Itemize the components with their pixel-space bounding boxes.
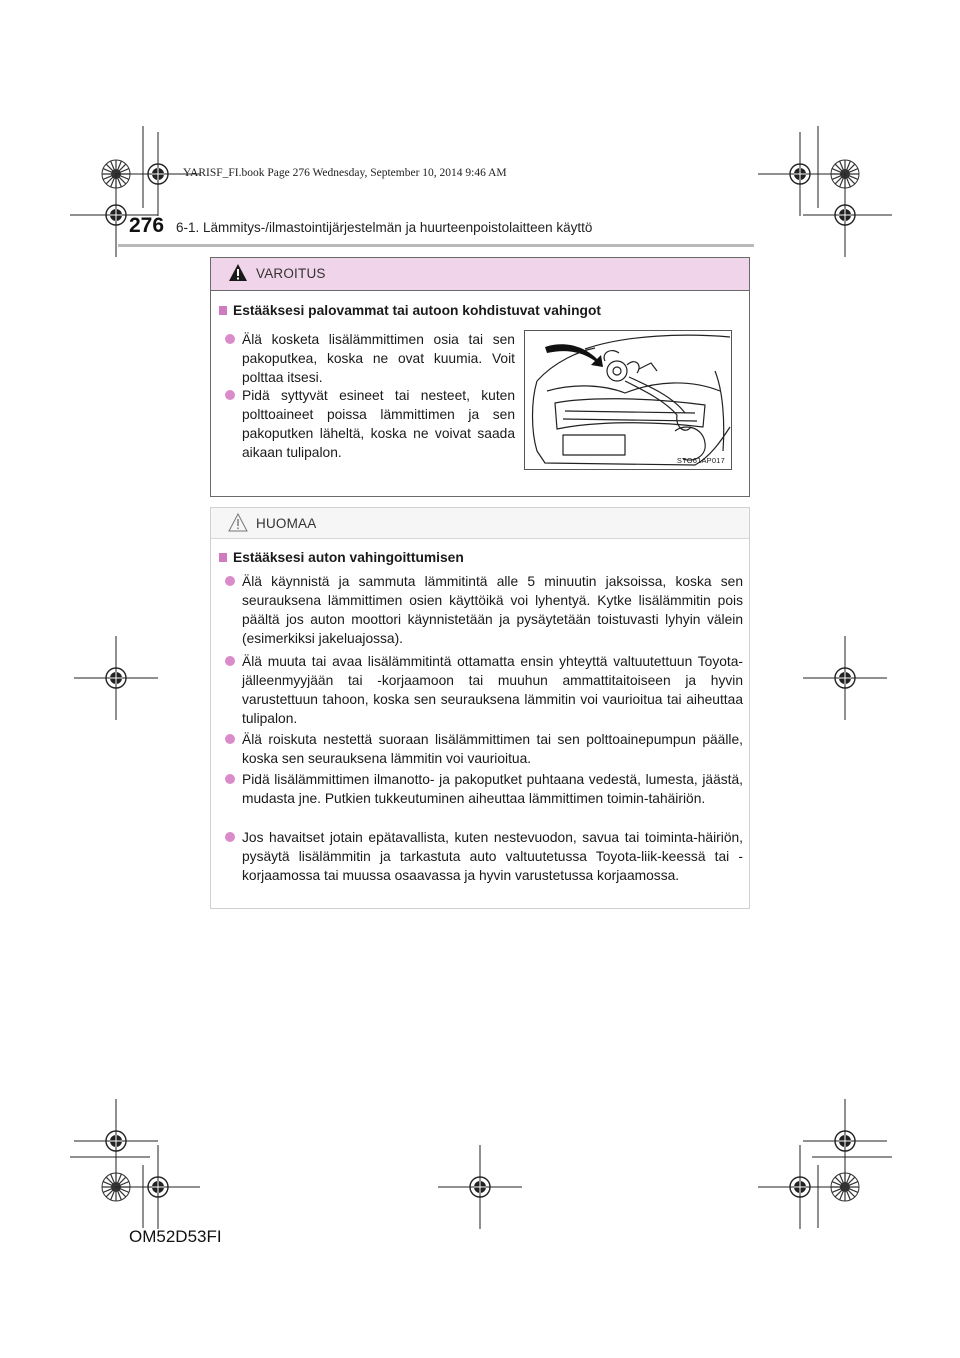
header-rule <box>118 244 754 247</box>
list-item: Älä muuta tai avaa lisälämmitintä ottamatta ensin yhteyttä valtuutettuun Toyota-jälleenmyyjään tai -korjaamoon tai muuhun ammattitaitoiseen ja hyvin varustettuun tahoon, koska sen seurauksena lämmitin voi vaurioitua tai aiheuttaa tulipalon. <box>225 652 743 728</box>
list-item: Älä kosketa lisälämmittimen osia tai sen pakoputkea, koska ne ovat kuumia. Voit polttaa itsesi. <box>225 330 515 387</box>
bullet-icon <box>225 774 235 784</box>
heater-illustration <box>524 330 732 470</box>
list-item: Älä käynnistä ja sammuta lämmitintä alle 5 minuutin jaksoissa, koska sen seurauksena lämmittimen osien käyttöikä voi lyhentyä. Kytke lisälämmitin pois päältä jos auton moottori käynnistetään ja pysäytetään toistuvasti lyhyin välein (esimerkiksi jakeluajossa). <box>225 572 743 648</box>
warning-box <box>210 257 750 497</box>
figure-code: STO61AP017 <box>676 456 725 465</box>
square-bullet-icon <box>219 306 227 315</box>
section-title: 6-1. Lämmitys-/ilmastointijärjestelmän ja huurteenpoistolaitteen käyttö <box>176 220 593 235</box>
caution-header <box>211 508 749 539</box>
bullet-icon <box>225 734 235 744</box>
list-item: Älä roiskuta nestettä suoraan lisälämmittimen tai sen polttoainepumpun päälle, koska sen seurauksena lämmitin voi vaurioitua. <box>225 730 743 768</box>
caution-label: HUOMAA <box>256 516 317 531</box>
page-number: 276 <box>129 214 165 237</box>
warning-header <box>211 258 749 291</box>
bullet-icon <box>225 390 235 400</box>
bullet-icon <box>225 334 235 344</box>
caution-box <box>210 507 750 909</box>
car-front-heater-image <box>525 331 731 469</box>
warning-triangle-icon <box>228 263 248 282</box>
warning-subheading: Estääksesi palovammat tai autoon kohdistuvat vahingot <box>219 303 601 318</box>
caution-triangle-icon <box>228 513 248 532</box>
footer-manual-code: OM52D53FI <box>129 1227 222 1246</box>
warning-label: VAROITUS <box>256 266 326 281</box>
square-bullet-icon <box>219 553 227 562</box>
caution-subheading: Estääksesi auton vahingoittumisen <box>219 550 464 565</box>
book-info: YARISF_FI.book Page 276 Wednesday, September 10, 2014 9:46 AM <box>183 167 507 179</box>
bullet-icon <box>225 576 235 586</box>
list-item: Pidä lisälämmittimen ilmanotto- ja pakoputket puhtaana vedestä, lumesta, jäästä, mudasta jne. Putkien tukkeutuminen aiheuttaa lämmittimen toimin-tahäiriön. <box>225 770 743 808</box>
bullet-icon <box>225 832 235 842</box>
bullet-icon <box>225 656 235 666</box>
list-item: Jos havaitset jotain epätavallista, kuten nestevuodon, savua tai toiminta-häiriön, pysäytä lisälämmitin ja tarkastuta auto valtuutetussa Toyota-liik-keessä tai -korjaamossa tai muussa osaavassa ja hyvin varustetussa korjaamossa. <box>225 828 743 885</box>
list-item: Pidä syttyvät esineet tai nesteet, kuten polttoaineet poissa lämmittimen ja sen pakoputken läheltä, koska ne voivat saada aikaan tulipalon. <box>225 386 515 462</box>
